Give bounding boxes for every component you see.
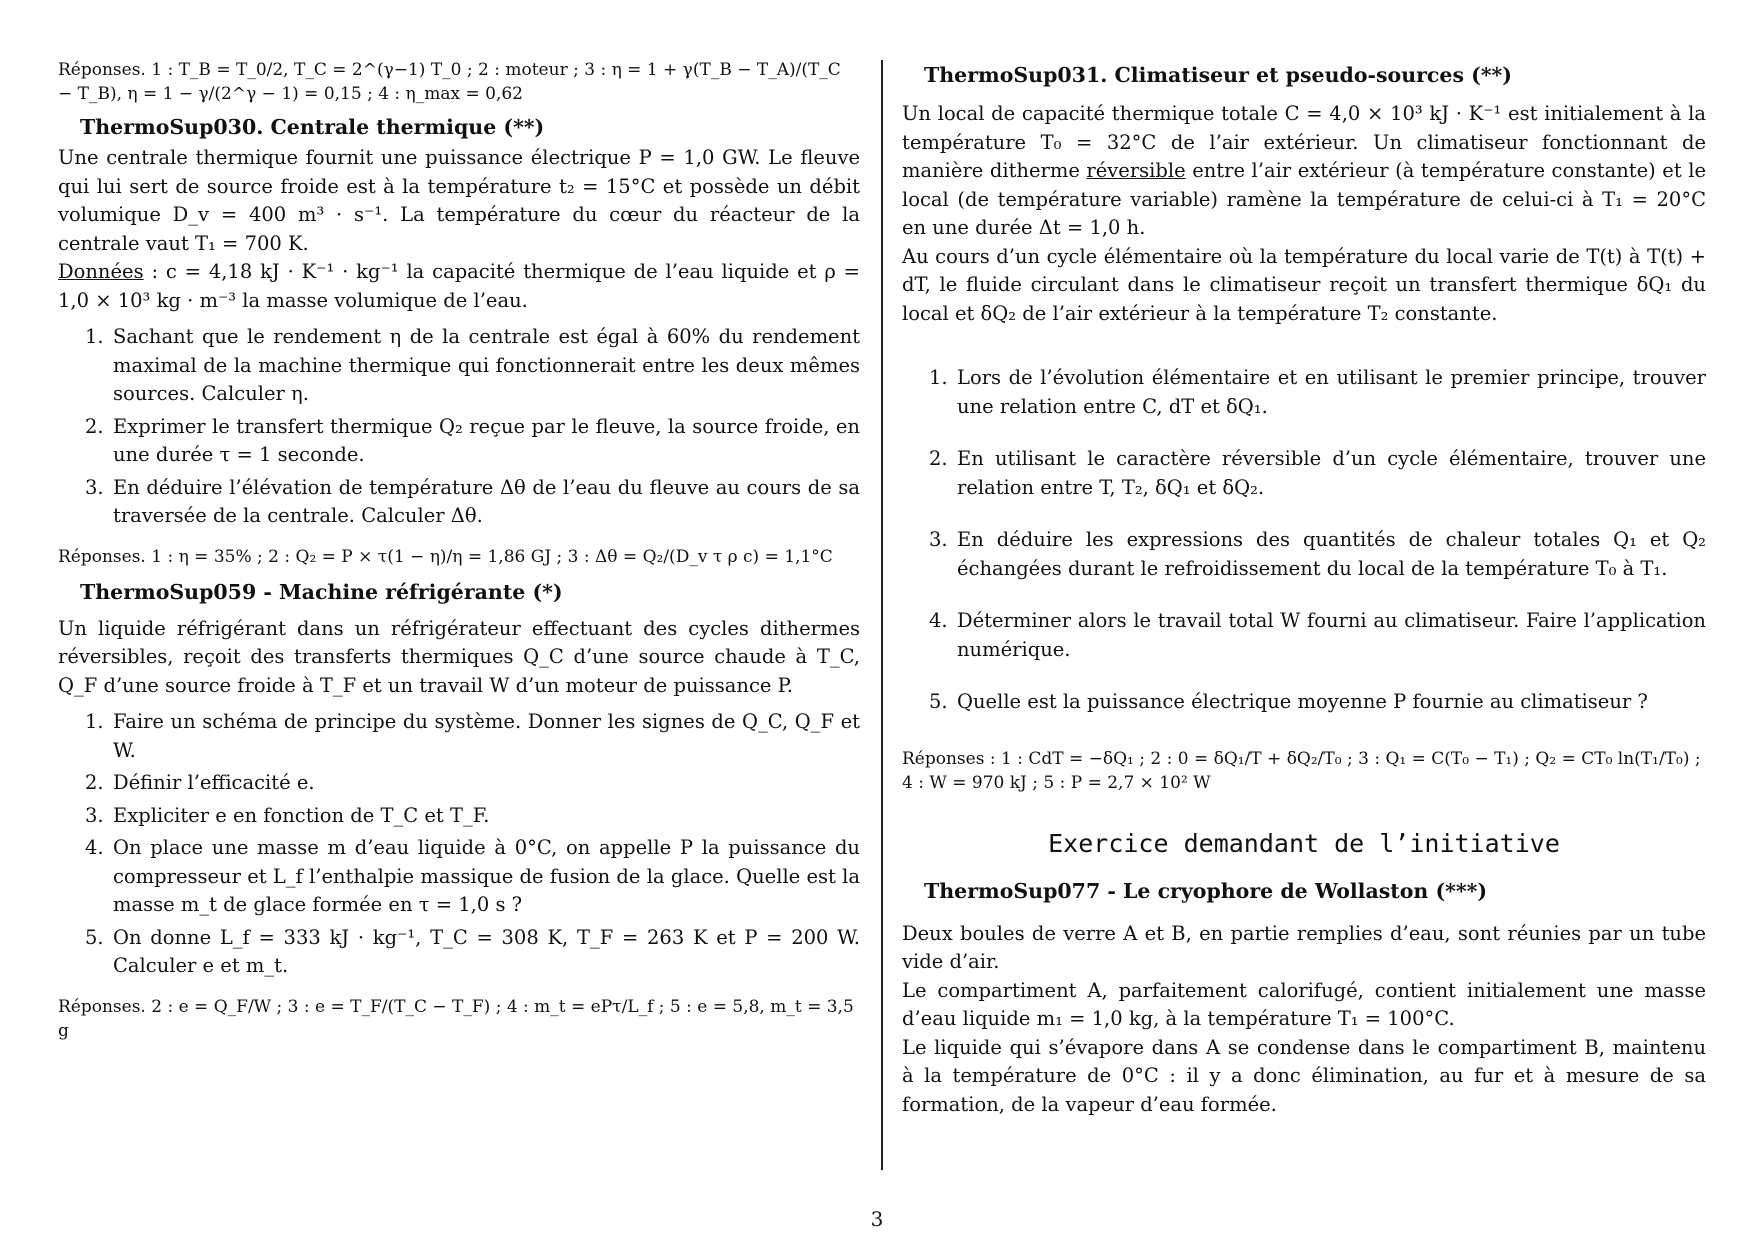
exercise-030-data (58, 258, 860, 315)
question-item: 2. En utilisant le caractère réversible d’un cycle élémentaire, trouver une relation entre T, T₂, δQ₁ et δQ₂. (929, 447, 1706, 499)
answers-029: Réponses. 1 : T_B = T_0/2, T_C = 2^(γ−1) T_0 ; 2 : moteur ; 3 : η = 1 + γ(T_B − T_A)/(T_C − T_B), η = 1 − γ/(2^γ − 1) = 0,15 ; 4 : η_max = 0,62 (58, 60, 841, 104)
question-item: 5. On donne L_f = 333 kJ · kg⁻¹, T_C = 308 K, T_F = 263 K et P = 200 W. Calculer e et m_t. (85, 925, 860, 977)
exercise-077-p3: Le liquide qui s’évapore dans A se condense dans le compartiment B, maintenu à la température de 0°C : il y a donc élimination, au fur et à mesure de sa formation, de la vapeur d’eau formée. (902, 1035, 1706, 1116)
section-heading: Exercice demandant de l’initiative (1048, 828, 1560, 858)
exercise-031-intro2: Au cours d’un cycle élémentaire où la température du local varie de T(t) à T(t) + dT, le fluide circulant dans le climatiseur reçoit un transfert thermique δQ₁ du local et δQ₂ de l’air extérieur à la température T₂ constante. (902, 244, 1706, 325)
exercise-059-answers: Réponses. 2 : e = Q_F/W ; 3 : e = T_F/(T_C − T_F) ; 4 : m_t = ePτ/L_f ; 5 : e = 5,8, m_t = 3,5 g (58, 996, 854, 1041)
question-item: 4. Déterminer alors le travail total W fourni au climatiseur. Faire l’application numérique. (929, 609, 1706, 661)
data-text: : c = 4,18 kJ · K⁻¹ · kg⁻¹ la capacité thermique de l’eau liquide et ρ = 1,0 × 10³ kg · m⁻³ la masse volumique de l’eau. (58, 260, 860, 312)
reversible-underlined: réversible (1086, 159, 1186, 182)
exercise-059-intro: Un liquide réfrigérant dans un réfrigérateur effectuant des cycles dithermes réversibles, reçoit des transferts thermiques Q_C d’une source chaude à T_C, Q_F d’une source froide à T_F et un travail W d’un moteur de puissance P. (58, 616, 860, 697)
data-label: Données (58, 260, 144, 283)
exercise-030-questions (58, 323, 860, 531)
question-item: 3. Expliciter e en fonction de T_C et T_F. (85, 803, 490, 827)
question-item: 3. En déduire l’élévation de température Δθ de l’eau du fleuve au cours de sa traversée de la centrale. Calculer Δθ. (85, 475, 860, 527)
exercise-031-intro: Un local de capacité thermique totale C = 4,0 × 10³ kJ · K⁻¹ est initialement à la température T₀ = 32°C de l’air extérieur. Un climatiseur fonctionnant de manière ditherme réversible entre l’air extérieur (à température constante) et le local (de température variable) ramène la température de celui-ci à T₁ = 20°C en une durée Δt = 1,0 h. (902, 102, 1707, 239)
exercise-059-questions (58, 708, 860, 981)
exercise-031-title: ThermoSup031. Climatiseur et pseudo-sources (**) (924, 63, 1512, 87)
exercise-059-title: ThermoSup059 - Machine réfrigérante (*) (80, 579, 563, 604)
question-item: 3. En déduire les expressions des quantités de chaleur totales Q₁ et Q₂ échangées durant le refroidissement du local de la température T₀ à T₁. (929, 528, 1706, 580)
exercise-030-answers: Réponses. 1 : η = 35% ; 2 : Q₂ = P × τ(1 − η)/η = 1,86 GJ ; 3 : Δθ = Q₂/(D_v τ ρ c) = 1,1°C (58, 546, 833, 567)
exercise-030-title: ThermoSup030. Centrale thermique (**) (80, 115, 545, 139)
question-item: 1. Sachant que le rendement η de la centrale est égal à 60% du rendement maximal de la machine thermique qui fonctionnerait entre les deux mêmes sources. Calculer η. (85, 325, 860, 405)
exercise-077-p2: Le compartiment A, parfaitement calorifugé, contient initialement une masse d’eau liquide m₁ = 1,0 kg, à la température T₁ = 100°C. (902, 978, 1706, 1030)
right-column (902, 58, 1706, 1119)
question-item: 1. Faire un schéma de principe du système. Donner les signes de Q_C, Q_F et W. (85, 710, 860, 762)
exercise-030-intro: Une centrale thermique fournit une puissance électrique P = 1,0 GW. Le fleuve qui lui sert de source froide est à la température t₂ = 15°C et possède un débit volumique D_v = 400 m³ · s⁻¹. La température du cœur du réacteur de la centrale vaut T₁ = 700 K. (58, 146, 860, 255)
left-column (58, 58, 860, 1043)
exercise-031-answers: Réponses : 1 : CdT = −δQ₁ ; 2 : 0 = δQ₁/T + δQ₂/T₀ ; 3 : Q₁ = C(T₀ − T₁) ; Q₂ = CT₀ ln(T₁/T₀) ; 4 : W = 970 kJ ; 5 : P = 2,7 × 10² W (902, 748, 1701, 793)
question-item: 5. Quelle est la puissance électrique moyenne P fournie au climatiseur ? (929, 690, 1648, 713)
question-item: 4. On place une masse m d’eau liquide à 0°C, on appelle P la puissance du compresseur et L_f l’enthalpie massique de fusion de la glace. Quelle est la masse m_t de glace formée en τ = 1,0 s ? (85, 836, 860, 916)
exercise-077-p1: Deux boules de verre A et B, en partie remplies d’eau, sont réunies par un tube vide d’air. (902, 921, 1706, 973)
question-item: 2. Exprimer le transfert thermique Q₂ reçue par le fleuve, la source froide, en une durée τ = 1 seconde. (85, 414, 860, 466)
column-divider (881, 60, 883, 1170)
page-number: 3 (870, 1207, 884, 1231)
question-item: 1. Lors de l’évolution élémentaire et en utilisant le premier principe, trouver une relation entre C, dT et δQ₁. (929, 366, 1706, 418)
exercise-077-title: ThermoSup077 - Le cryophore de Wollaston (***) (924, 878, 1488, 903)
question-item: 2. Définir l’efficacité e. (85, 771, 315, 794)
exercise-031-questions (902, 364, 1706, 717)
